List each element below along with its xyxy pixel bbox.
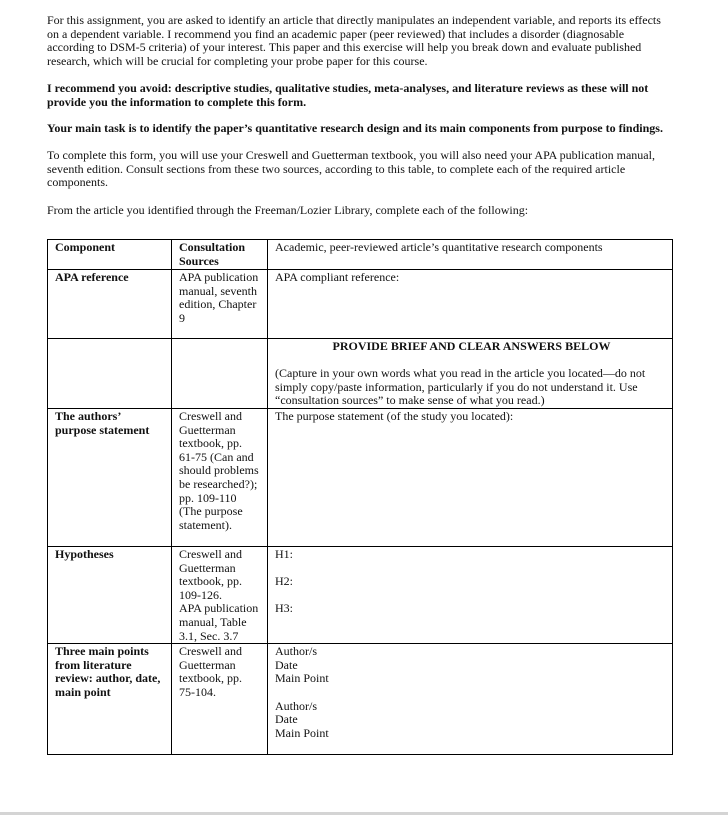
instructions-heading: PROVIDE BRIEF AND CLEAR ANSWERS BELOW bbox=[332, 339, 611, 353]
table-row-apa-reference bbox=[48, 270, 673, 339]
entry2-author: Author/s bbox=[275, 698, 317, 713]
instructions-cell: PROVIDE BRIEF AND CLEAR ANSWERS BELOW (Capture in your own words what you read in the article you located—do not simply copy/paste information, particularly if you do not understand it. Use “consultation sources” to make sense of what you read.) bbox=[268, 339, 673, 409]
literature-points-field[interactable] bbox=[268, 644, 673, 755]
article-components-table bbox=[47, 239, 673, 755]
entry1-author: Author/s bbox=[275, 644, 317, 659]
hypotheses-field[interactable] bbox=[268, 547, 673, 644]
purpose-statement-field[interactable]: The purpose statement (of the study you located): bbox=[268, 409, 673, 547]
table-row-literature-review bbox=[48, 644, 673, 755]
table-header-row bbox=[48, 240, 673, 270]
intro-paragraph: For this assignment, you are asked to identify an article that directly manipulates an independent variable, and reports its effects on a dependent variable. I recommend you find an academic paper (peer reviewed) that includes a disorder (diagnosable according to DSM-5 criteria) of your interest. This paper and this exercise will help you break down and evaluate published research, which will be crucial for completing your probe paper for this course. bbox=[47, 13, 661, 68]
purpose-sources: Creswell and Guetterman textbook, pp. 61-75 (Can and should problems be researched?); pp. 109-110 (The purpose statement). bbox=[172, 409, 268, 547]
table-row-hypotheses bbox=[48, 547, 673, 644]
hypothesis-2: H2: bbox=[275, 574, 293, 589]
assignment-instructions bbox=[47, 14, 671, 218]
entry1-main-point: Main Point bbox=[275, 671, 329, 686]
library-paragraph: From the article you identified through the Freeman/Lozier Library, complete each of the following: bbox=[47, 202, 529, 217]
literature-sources: Creswell and Guetterman textbook, pp. 75-104. bbox=[172, 644, 268, 755]
hypothesis-3: H3: bbox=[275, 601, 293, 616]
table-row-instructions bbox=[48, 339, 673, 409]
literature-component-label: Three main points from literature review: author, date, main point bbox=[48, 644, 172, 755]
entry1-date: Date bbox=[275, 657, 298, 672]
hypothesis-1: H1: bbox=[275, 547, 293, 561]
apa-component-label: APA reference bbox=[48, 270, 172, 339]
header-consultation-sources: Consultation Sources bbox=[172, 240, 268, 270]
main-task-paragraph: Your main task is to identify the paper’s quantitative research design and its main components from purpose to findings. bbox=[47, 120, 663, 135]
table-row-purpose-statement bbox=[48, 409, 673, 547]
header-component: Component bbox=[48, 240, 172, 270]
apa-sources: APA publication manual, seventh edition, Chapter 9 bbox=[172, 270, 268, 339]
purpose-component-label: The authors’ purpose statement bbox=[48, 409, 172, 547]
header-article-components: Academic, peer-reviewed article’s quantitative research components bbox=[268, 240, 673, 270]
entry2-main-point: Main Point bbox=[275, 725, 329, 740]
avoid-paragraph: I recommend you avoid: descriptive studies, qualitative studies, meta-analyses, and literature reviews as these will not provide you the information to complete this form. bbox=[47, 81, 649, 109]
instructions-empty-cell-2 bbox=[172, 339, 268, 409]
apa-reference-field[interactable]: APA compliant reference: bbox=[268, 270, 673, 339]
hypotheses-sources: Creswell and Guetterman textbook, pp. 109-126. APA publication manual, Table 3.1, Sec. 3.7 bbox=[172, 547, 268, 644]
complete-form-paragraph: To complete this form, you will use your Creswell and Guetterman textbook, you will also need your APA publication manual, seventh edition. Consult sections from these two sources, according to this table, to complete each of the required article components. bbox=[47, 148, 655, 190]
entry2-date: Date bbox=[275, 712, 298, 727]
instructions-empty-cell-1 bbox=[48, 339, 172, 409]
hypotheses-component-label: Hypotheses bbox=[48, 547, 172, 644]
